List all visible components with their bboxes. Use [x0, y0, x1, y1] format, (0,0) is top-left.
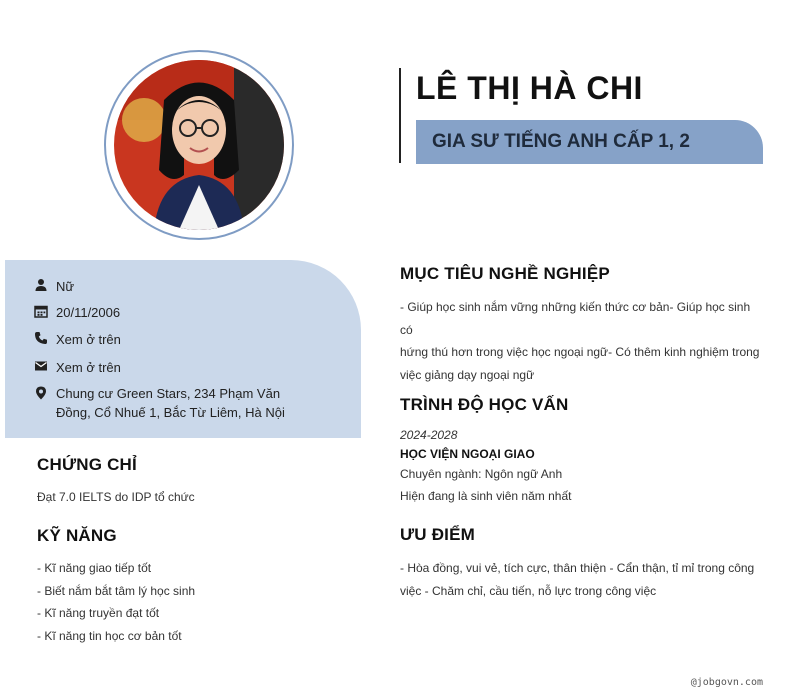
- mail-icon: [34, 359, 48, 373]
- portrait-photo: [114, 60, 284, 230]
- list-item: - Biết nắm bắt tâm lý học sinh: [37, 583, 196, 598]
- education-school: HỌC VIỆN NGOẠI GIAO: [400, 447, 535, 461]
- list-item: - Kĩ năng giao tiếp tốt: [37, 561, 152, 575]
- watermark: @jobgovn.com: [690, 677, 763, 688]
- address-value: [56, 384, 285, 422]
- objective-line: - Giúp học sinh nắm vững những kiến thức cơ bản- Giúp học sinh có: [400, 300, 751, 337]
- education-status: Hiện đang là sinh viên năm nhất: [400, 489, 572, 503]
- objective-line: hứng thú hơn trong việc học ngoại ngữ- Có thêm kinh nghiệm trong: [400, 345, 760, 359]
- job-title-bar: [416, 120, 763, 164]
- strengths-text: [400, 557, 762, 602]
- strengths-line: - Hòa đồng, vui vẻ, tích cực, thân thiện - Cẩn thận, tỉ mỉ trong công: [400, 561, 755, 575]
- avatar: [114, 60, 284, 230]
- strengths-title: ƯU ĐIỂM: [400, 525, 476, 544]
- contact-email: [34, 358, 121, 377]
- list-item: - Kĩ năng truyền đạt tốt: [37, 606, 160, 620]
- skills-title: KỸ NĂNG: [37, 526, 117, 545]
- email-value: Xem ở trên: [56, 360, 121, 375]
- calendar-icon: [34, 304, 48, 318]
- strengths-line: việc - Chăm chỉ, cầu tiến, nỗ lực trong công việc: [400, 583, 657, 598]
- list-item: - Kĩ năng tin học cơ bản tốt: [37, 628, 182, 643]
- candidate-name: LÊ THỊ HÀ CHI: [416, 70, 643, 106]
- phone-icon: [34, 331, 48, 345]
- education-title: TRÌNH ĐỘ HỌC VẤN: [400, 395, 569, 414]
- contact-phone: [34, 330, 121, 349]
- dob-value: 20/11/2006: [56, 305, 121, 320]
- objective-text: [400, 296, 762, 386]
- education-major: Chuyên ngành: Ngôn ngữ Anh: [400, 467, 563, 481]
- contact-gender: [34, 277, 74, 296]
- contact-address: [34, 384, 285, 422]
- location-pin-icon: [34, 386, 48, 400]
- education-years: 2024-2028: [400, 428, 458, 442]
- skills-list: [37, 557, 195, 647]
- address-line-2: Đồng, Cổ Nhuế 1, Bắc Từ Liêm, Hà Nội: [56, 405, 285, 420]
- certificates-title: CHỨNG CHỈ: [37, 455, 137, 474]
- objective-line: việc giảng dạy ngoại ngữ: [400, 367, 535, 382]
- phone-value: Xem ở trên: [56, 332, 121, 347]
- gender-value: Nữ: [56, 279, 75, 294]
- header-divider: [399, 68, 401, 163]
- avatar-frame: [104, 50, 294, 240]
- certificates-text: Đạt 7.0 IELTS do IDP tổ chức: [37, 490, 195, 504]
- address-line-1: Chung cư Green Stars, 234 Phạm Văn: [56, 386, 281, 401]
- contact-dob: [34, 303, 120, 322]
- job-title: GIA SƯ TIẾNG ANH CẤP 1, 2: [432, 131, 690, 152]
- person-icon: [34, 278, 48, 292]
- objective-title: MỤC TIÊU NGHỀ NGHIỆP: [400, 264, 610, 283]
